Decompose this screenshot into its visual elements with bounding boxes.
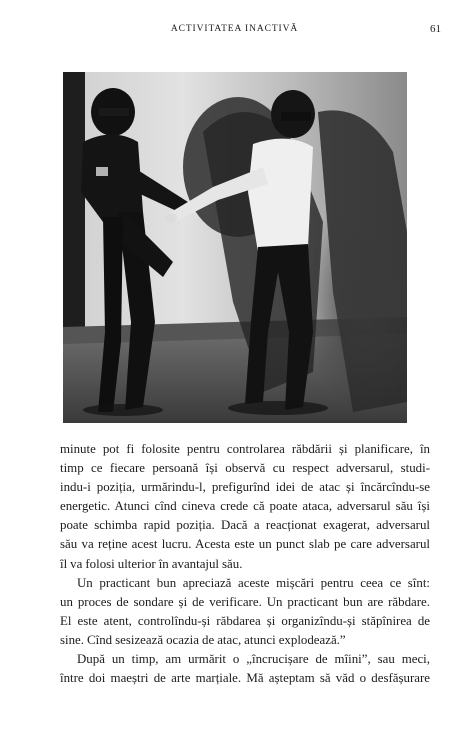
running-title: ACTIVITATEA INACTIVĂ [170, 24, 299, 34]
text-line: sine. Cînd sesizează ocazia de atac, atunci explodează.” [60, 632, 346, 647]
text-line: poate schimba rapid poziția. Dacă a reacționat exagerat, adversarul [60, 518, 430, 533]
paragraph-1 [60, 440, 430, 574]
text-line: energetic. Atunci cînd cineva crede că poate ataca, adversarul său își [60, 499, 430, 514]
paragraph-3 [60, 650, 430, 688]
text-line: îl va folosi ulterior în avantajul său. [60, 556, 243, 571]
text-line: minute pot fi folosite pentru controlarea răbdării și planificare, în [60, 442, 430, 456]
photograph-icon [63, 72, 407, 423]
text-line: Un practicant bun apreciază aceste mișcări pentru ceea ce sînt: [77, 575, 430, 590]
text-line: După un timp, am urmărit o „încrucișare de mîini”, sau meci, [77, 652, 430, 667]
text-line: un proces de sondare și de verificare. Un practicant bun are răbdare. [60, 594, 430, 609]
text-line: El este atent, controlîndu-și răbdarea și organizîndu-și stăpînirea de [60, 613, 430, 628]
page-number: 61 [430, 23, 441, 35]
text-line: indu-i poziția, urmărindu-l, prefigurînd idei de atac și încărcîndu-se [60, 480, 430, 495]
text-line: său va reține acest lucru. Acesta este un punct slab pe care adversarul [60, 537, 430, 552]
running-head [0, 21, 469, 37]
photograph [63, 72, 407, 423]
body-text [60, 440, 430, 688]
text-line: între doi maeștri de arte marțiale. Mă așteptam să văd o desfășurare [60, 671, 430, 686]
text-line: timp ce fiecare persoană își observă cu respect adversarul, studi- [60, 461, 430, 476]
paragraph-2 [60, 574, 430, 650]
